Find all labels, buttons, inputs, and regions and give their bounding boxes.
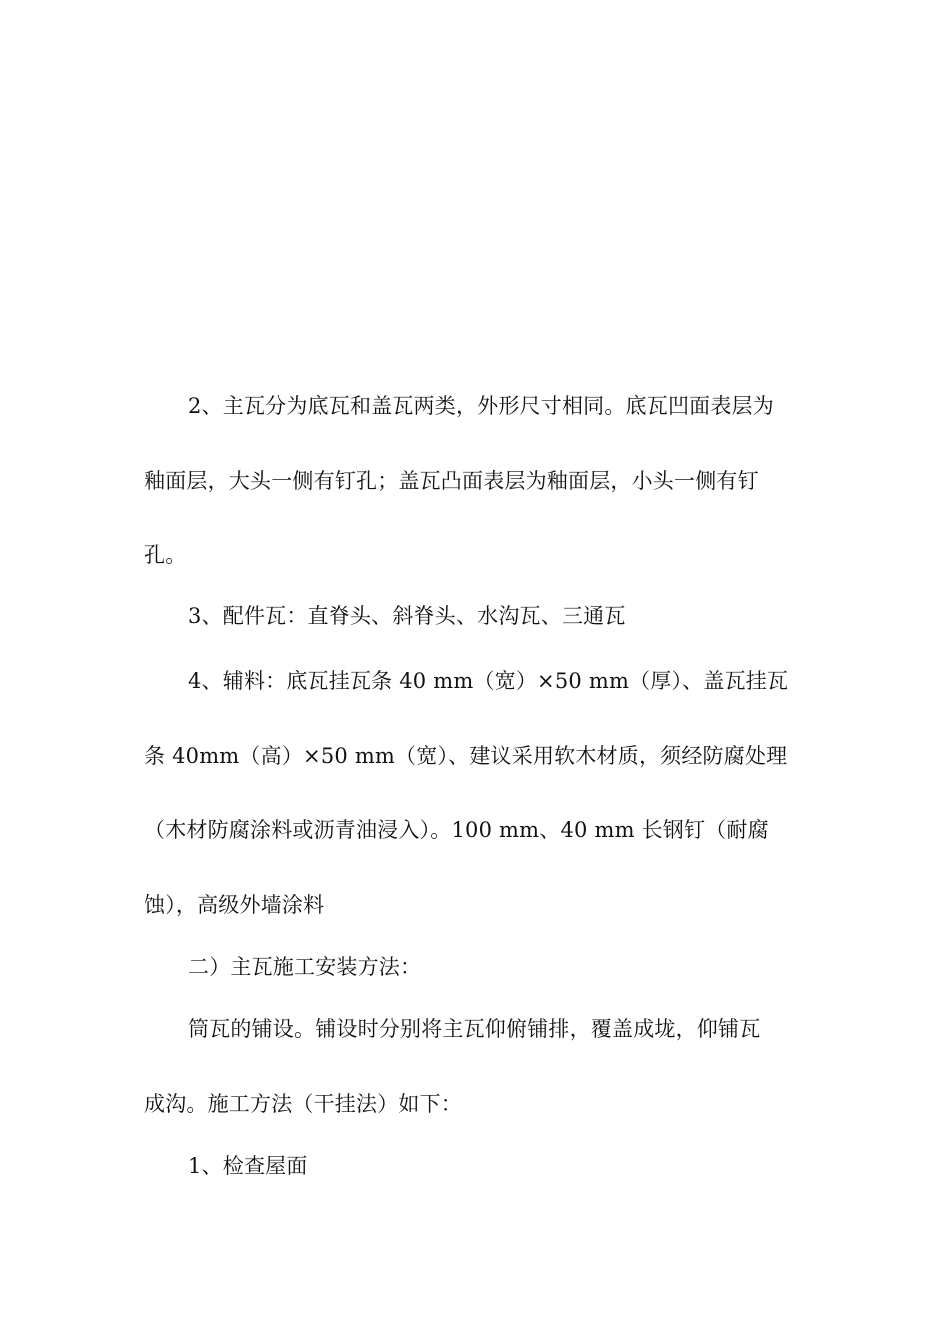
section-heading: 二）主瓦施工安装方法：	[188, 955, 422, 979]
paragraph-line: 筒瓦的铺设。铺设时分别将主瓦仰俯铺排，覆盖成垅，仰铺瓦	[188, 1017, 761, 1041]
paragraph-line: 4、辅料：底瓦挂瓦条 40 mm（宽）×50 mm（厚）、盖瓦挂瓦	[188, 669, 789, 693]
paragraph-line: 成沟。施工方法（干挂法）如下：	[144, 1092, 462, 1116]
paragraph-line: 孔。	[144, 543, 187, 567]
paragraph-line: （木材防腐涂料或沥青油浸入）。100 mm、40 mm 长钢钉（耐腐	[144, 818, 769, 842]
paragraph-line: 釉面层，大头一侧有钉孔；盖瓦凸面表层为釉面层，小头一侧有钉	[144, 469, 759, 493]
paragraph-line: 条 40mm（高）×50 mm（宽）、建议采用软木材质，须经防腐处理	[144, 744, 788, 768]
paragraph-line: 蚀），高级外墙涂料	[144, 893, 325, 917]
paragraph-line: 1、检查屋面	[188, 1154, 308, 1178]
paragraph-line: 2、主瓦分为底瓦和盖瓦两类，外形尺寸相同。底瓦凹面表层为	[188, 394, 774, 418]
paragraph-line: 3、配件瓦：直脊头、斜脊头、水沟瓦、三通瓦	[188, 604, 626, 628]
